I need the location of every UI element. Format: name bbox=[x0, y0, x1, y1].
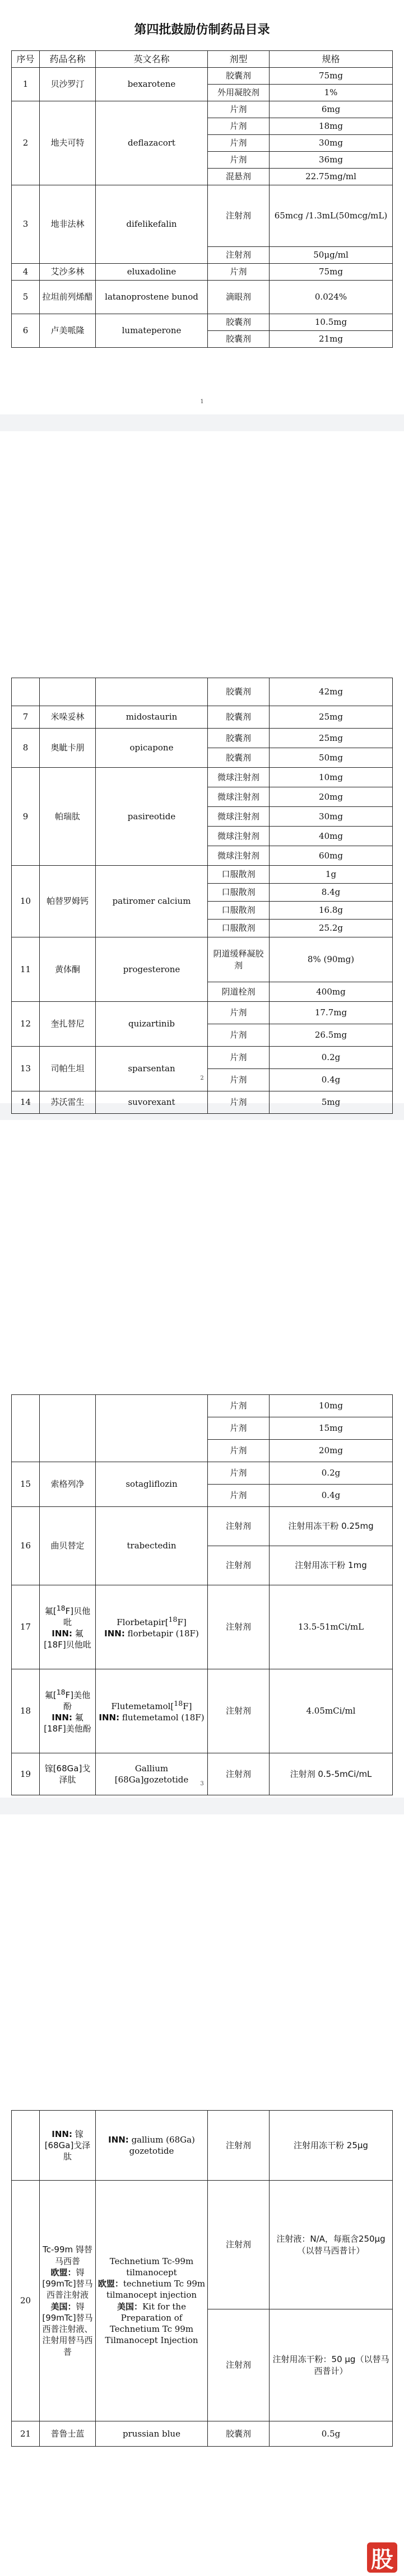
table-row: 微球注射剂 30mg bbox=[12, 807, 393, 827]
drug-table-page-4 bbox=[11, 2110, 393, 2447]
table-row: 胶囊剂 50mg bbox=[12, 748, 393, 768]
page-number: 1 bbox=[200, 399, 204, 405]
table-row: 18 氟[$^{18}$F]美他酚 INN: 氟[18F]美他酚 Flutemetamol[$^{18}$F] INN: flutemetamol (18F) 注射剂 4.05mCi/ml bbox=[12, 1669, 393, 1753]
table-row: 片剂 30mg bbox=[12, 135, 393, 152]
document-page-1 bbox=[0, 0, 404, 414]
table-row: 微球注射剂 20mg bbox=[12, 787, 393, 807]
table-row: 19 镓[68Ga]戈泽肽 Gallium [68Ga]gozetotide 注射剂 注射剂 0.5-5mCi/mL bbox=[12, 1753, 393, 1795]
table-row: 15 索格列净 sotagliflozin 片剂 0.2g bbox=[12, 1462, 393, 1485]
header-cn-name: 药品名称 bbox=[40, 51, 96, 68]
table-row: 混悬剂 22.75mg/ml bbox=[12, 169, 393, 185]
table-row: 20 Tc-99m 锝替马西普 欧盟：锝[99mTc]替马西普注射液 美国：锝[99mTc]替马西普注射液、注射用替马西普 Technetium Tc-99m tilmanocept 欧盟：technetium Tc 99m tilmanocept injection 美国：Kit for the Preparation of Technetium Tc 99m Tilmanocept Injection 注射剂 注射液：N/A，每瓶含250μg（以替马西普计） bbox=[12, 2181, 393, 2309]
table-row: 2 地夫可特 deflazacort 片剂 6mg bbox=[12, 101, 393, 118]
table-row: 21 普鲁士蓝 prussian blue 胶囊剂 0.5g bbox=[12, 2421, 393, 2447]
table-row: 5 拉坦前列烯醋 latanoprostene bunod 滴眼剂 0.024% bbox=[12, 281, 393, 314]
page-number: 3 bbox=[200, 1781, 204, 1787]
drug-table-page-1 bbox=[11, 50, 393, 348]
header-no: 序号 bbox=[12, 51, 40, 68]
table-row: 外用凝胶剂 1% bbox=[12, 85, 393, 101]
red-seal-stamp: 股 bbox=[367, 2542, 397, 2573]
header-en-name: 英文名称 bbox=[96, 51, 208, 68]
table-row: 16 曲贝替定 trabectedin 注射剂 注射用冻干粉 0.25mg bbox=[12, 1507, 393, 1546]
table-row: 胶囊剂 21mg bbox=[12, 331, 393, 348]
table-row: 口服散剂 25.2g bbox=[12, 920, 393, 937]
table-row: 片剂 15mg bbox=[12, 1417, 393, 1440]
table-row: 片剂 20mg bbox=[12, 1440, 393, 1462]
document-title: 第四批鼓励仿制药品目录 bbox=[134, 23, 270, 37]
table-row: 片剂 10mg bbox=[12, 1395, 393, 1417]
drug-table-page-3 bbox=[11, 1394, 393, 1795]
page-number: 2 bbox=[200, 1075, 204, 1081]
table-row: 口服散剂 16.8g bbox=[12, 902, 393, 920]
table-row: 11 黄体酮 progesterone 阴道缓释凝胶剂 8% (90mg) bbox=[12, 937, 393, 982]
table-row: 10 帕替罗姆钙 patiromer calcium 口服散剂 1g bbox=[12, 866, 393, 884]
table-row: 注射剂 注射用冻干粉 1mg bbox=[12, 1546, 393, 1585]
table-row: 8 奥眦卡朋 opicapone 胶囊剂 25mg bbox=[12, 729, 393, 748]
document-page-4 bbox=[0, 1814, 404, 2576]
document-page-2 bbox=[0, 431, 404, 1108]
table-row: 微球注射剂 60mg bbox=[12, 846, 393, 866]
table-row: 17 氟[$^{18}$F]贝他吡 INN: 氟[18F]贝他吡 Florbetapir[$^{18}$F] INN: florbetapir (18F) 注射剂 13.5-51mCi/mL bbox=[12, 1585, 393, 1669]
table-row: 片剂 26.5mg bbox=[12, 1024, 393, 1047]
table-row: 片剂 0.4g bbox=[12, 1069, 393, 1091]
table-header-row bbox=[12, 51, 393, 68]
table-row: 14 苏沃雷生 suvorexant 片剂 5mg bbox=[12, 1091, 393, 1114]
document-page-3 bbox=[0, 1120, 404, 1798]
table-row: 7 米哚妥林 midostaurin 胶囊剂 25mg bbox=[12, 706, 393, 729]
table-row: 12 奎扎替尼 quizartinib 片剂 17.7mg bbox=[12, 1002, 393, 1024]
table-row: 口服散剂 8.4g bbox=[12, 884, 393, 902]
table-row: 片剂 18mg bbox=[12, 118, 393, 135]
header-spec: 规格 bbox=[270, 51, 393, 68]
table-row: INN: 镓[68Ga]戈泽肽 INN: gallium (68Ga) gozetotide 注射剂 注射用冻干粉 25μg bbox=[12, 2111, 393, 2181]
drug-table-page-2 bbox=[11, 678, 393, 1114]
table-row: 微球注射剂 40mg bbox=[12, 827, 393, 846]
header-dosage-form: 剂型 bbox=[208, 51, 270, 68]
table-row: 1 贝沙罗汀 bexarotene 胶囊剂 75mg bbox=[12, 68, 393, 85]
table-row: 注射剂 50μg/ml bbox=[12, 247, 393, 264]
table-row: 阴道栓剂 400mg bbox=[12, 982, 393, 1002]
table-row: 13 司帕生坦 sparsentan 片剂 0.2g bbox=[12, 1047, 393, 1069]
table-row: 9 帕瑞肽 pasireotide 微球注射剂 10mg bbox=[12, 768, 393, 787]
table-row: 4 艾沙多林 eluxadoline 片剂 75mg bbox=[12, 264, 393, 281]
table-row: 注射剂 注射用冻干粉：50 μg（以替马西普计） bbox=[12, 2309, 393, 2421]
table-row: 胶囊剂 42mg bbox=[12, 678, 393, 706]
table-row: 3 地非法林 difelikefalin 注射剂 65mcg /1.3mL(50mcg/mL) bbox=[12, 185, 393, 247]
table-row: 片剂 0.4g bbox=[12, 1485, 393, 1507]
table-row: 6 卢美哌隆 lumateperone 胶囊剂 10.5mg bbox=[12, 314, 393, 331]
table-row: 片剂 36mg bbox=[12, 152, 393, 169]
